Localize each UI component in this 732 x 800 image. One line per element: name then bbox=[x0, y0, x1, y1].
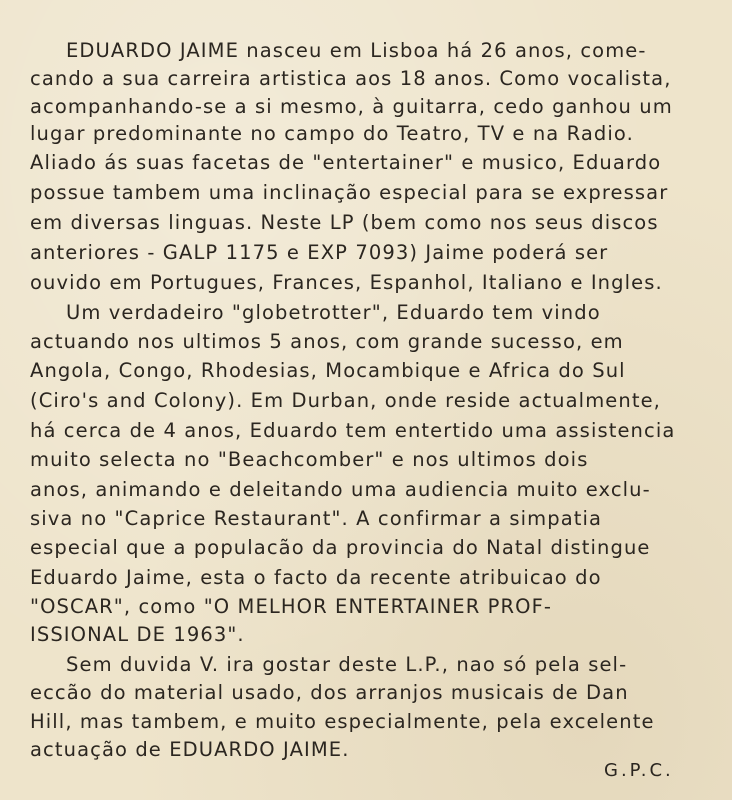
text-line: siva no "Caprice Restaurant". A confirmar a simpatia bbox=[30, 507, 603, 530]
text-line: Angola, Congo, Rhodesias, Mocambique e Africa do Sul bbox=[30, 359, 626, 382]
text-line: (Ciro's and Colony). Em Durban, onde reside actualmente, bbox=[30, 389, 661, 412]
text-line: anos, animando e deleitando uma audiencia muito exclu- bbox=[30, 478, 651, 501]
signature-initials: G.P.C. bbox=[604, 760, 674, 781]
text-line: Hill, mas tambem, e muito especialmente, pela excelente bbox=[30, 710, 655, 733]
text-line: eccão do material usado, dos arranjos musicais de Dan bbox=[30, 681, 629, 704]
text-line: em diversas linguas. Neste LP (bem como nos seus discos bbox=[30, 211, 659, 234]
text-line: Eduardo Jaime, esta o facto da recente atribuicao do bbox=[30, 566, 602, 589]
text-line: "OSCAR", como "O MELHOR ENTERTAINER PROF- bbox=[30, 595, 553, 618]
text-line: actuação de EDUARDO JAIME. bbox=[30, 738, 350, 761]
text-line: anteriores - GALP 1175 e EXP 7093) Jaime poderá ser bbox=[30, 241, 609, 264]
text-line: Sem duvida V. ira gostar deste L.P., nao só pela sel- bbox=[66, 653, 628, 676]
text-line: ISSIONAL DE 1963". bbox=[30, 623, 245, 646]
text-line: possue tambem uma inclinação especial para se expressar bbox=[30, 181, 669, 204]
text-line: lugar predominante no campo do Teatro, TV e na Radio. bbox=[30, 122, 634, 145]
text-line: cando a sua carreira artistica aos 18 anos. Como vocalista, bbox=[30, 67, 672, 90]
text-line: ouvido em Portugues, Frances, Espanhol, Italiano e Ingles. bbox=[30, 271, 663, 294]
text-line: há cerca de 4 anos, Eduardo tem entertido uma assistencia bbox=[30, 419, 676, 442]
text-line: muito selecta no "Beachcomber" e nos ultimos dois bbox=[30, 448, 589, 471]
text-line: especial que a populacão da provincia do Natal distingue bbox=[30, 536, 651, 559]
text-line: EDUARDO JAIME nasceu em Lisboa há 26 anos, come- bbox=[66, 39, 647, 62]
text-line: Aliado ás suas facetas de "entertainer" e musico, Eduardo bbox=[30, 151, 662, 174]
text-line: actuando nos ultimos 5 anos, com grande sucesso, em bbox=[30, 330, 624, 353]
text-line: acompanhando-se a si mesmo, à guitarra, cedo ganhou um bbox=[30, 95, 673, 118]
text-line: Um verdadeiro "globetrotter", Eduardo tem vindo bbox=[66, 301, 601, 324]
